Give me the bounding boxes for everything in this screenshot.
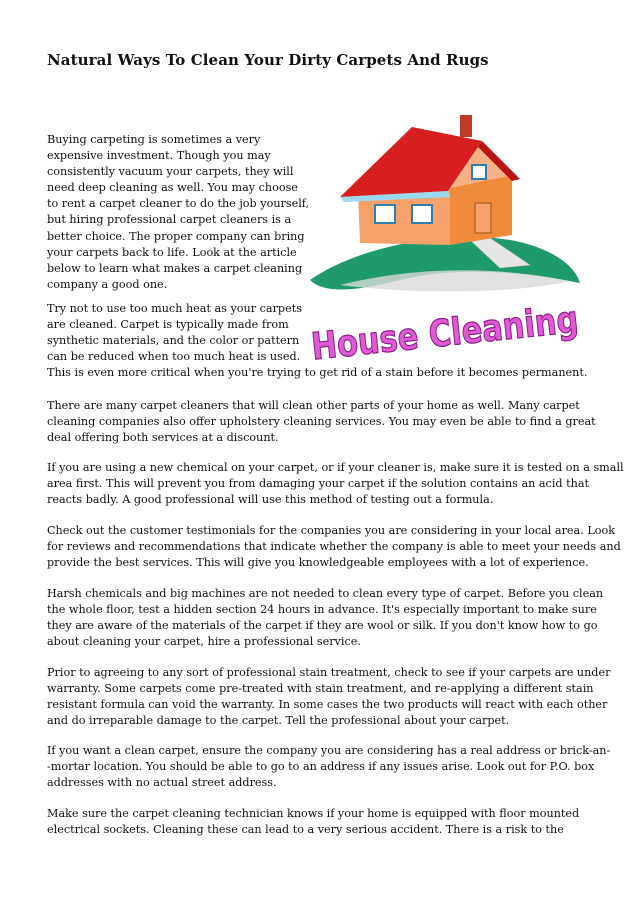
- paragraph-line: for reviews and recommendations that indicate whether the company is able to meet your needs and: [47, 540, 621, 554]
- paragraph-line: -mortar location. You should be able to go to an address if any issues arise. Look out for P.O. box: [47, 760, 595, 774]
- paragraph-line: they are aware of the materials of the carpet if they are wool or silk. If you don't know how to go: [47, 619, 598, 633]
- paragraph-line: your carpets back to life. Look at the article: [47, 245, 297, 259]
- chimney: [460, 115, 472, 137]
- paragraph-line: expensive investment. Though you may: [47, 149, 271, 163]
- paragraph-line: the whole floor, test a hidden section 24 hours in advance. It's especially important to make sure: [47, 603, 597, 617]
- paragraph-line: are cleaned. Carpet is typically made from: [47, 318, 289, 332]
- paragraph-line: If you are using a new chemical on your carpet, or if your cleaner is, make sure it is tested on a small: [47, 461, 624, 474]
- caption-text: House Cleaning: [309, 291, 637, 369]
- paragraph-line: warranty. Some carpets come pre-treated with stain treatment, and re-applying a different stain: [47, 682, 594, 696]
- paragraph-line: cleaning companies also offer upholstery cleaning services. You may even be able to find a great: [47, 415, 596, 429]
- window-gable: [472, 165, 486, 179]
- paragraph-line: better choice. The proper company can bring: [47, 229, 305, 243]
- paragraph: [47, 460, 624, 508]
- paragraph-line: but hiring professional carpet cleaners is a: [47, 213, 292, 227]
- paragraph-line: need deep cleaning as well. You may choose: [47, 181, 298, 195]
- paragraph-line: consistently vacuum your carpets, they will: [47, 165, 294, 179]
- paragraph-line: synthetic materials, and the color or pattern: [47, 334, 300, 348]
- paragraph-line: can be reduced when too much heat is used.: [47, 350, 301, 364]
- door: [475, 203, 491, 233]
- paragraph-line: reacts badly. A good professional will use this method of testing out a formula.: [47, 493, 494, 507]
- paragraph: [47, 301, 587, 381]
- paragraph-line: Buying carpeting is sometimes a very: [47, 133, 261, 146]
- page-title: Natural Ways To Clean Your Dirty Carpets And Rugs: [47, 51, 489, 69]
- paragraph: [47, 132, 309, 293]
- paragraph-line: deal offering both services at a discount.: [47, 431, 279, 445]
- paragraph-line: There are many carpet cleaners that will clean other parts of your home as well. Many carpet: [47, 399, 580, 412]
- paragraph-line: area first. This will prevent you from damaging your carpet if the solution contains an acid that: [47, 477, 589, 491]
- paragraph-line: resistant formula can void the warranty. In some cases the two products will react with each other: [47, 698, 608, 712]
- paragraph-line: Check out the customer testimonials for the companies you are considering in your local area. Look: [47, 524, 615, 537]
- paragraph-line: This is even more critical when you're trying to get rid of a stain before it becomes permanent.: [47, 366, 588, 380]
- paragraph-line: below to learn what makes a carpet cleaning: [47, 261, 303, 275]
- paragraph-line: electrical sockets. Cleaning these can lead to a very serious accident. There is a risk to the: [47, 823, 564, 837]
- paragraph-line: Try not to use too much heat as your carpets: [47, 302, 302, 315]
- window-middle: [412, 205, 432, 223]
- paragraph-line: to rent a carpet cleaner to do the job yourself,: [47, 197, 310, 211]
- paragraph-line: Harsh chemicals and big machines are not needed to clean every type of carpet. Before you clean: [47, 587, 604, 600]
- paragraph-line: about cleaning your carpet, hire a professional service.: [47, 635, 361, 649]
- paragraph-line: If you want a clean carpet, ensure the company you are considering has a real address or brick-an-: [47, 744, 611, 757]
- paragraph-line: Prior to agreeing to any sort of professional stain treatment, check to see if your carpets are under: [47, 666, 611, 679]
- paragraph-line: company a good one.: [47, 277, 168, 291]
- paragraph-line: Make sure the carpet cleaning technician knows if your home is equipped with floor mounted: [47, 807, 580, 820]
- paragraph: [47, 398, 596, 446]
- paragraph-line: and do irreparable damage to the carpet. Tell the professional about your carpet.: [47, 714, 510, 728]
- paragraph: [47, 586, 603, 650]
- paragraph-line: provide the best services. This will give you knowledgeable employees with a lot of experience.: [47, 556, 589, 570]
- paragraph-line: addresses with no actual street address.: [47, 776, 277, 790]
- paragraph: [47, 806, 579, 838]
- window-left: [375, 205, 395, 223]
- paragraph: [47, 743, 610, 791]
- paragraph: [47, 665, 610, 729]
- paragraph: [47, 523, 621, 571]
